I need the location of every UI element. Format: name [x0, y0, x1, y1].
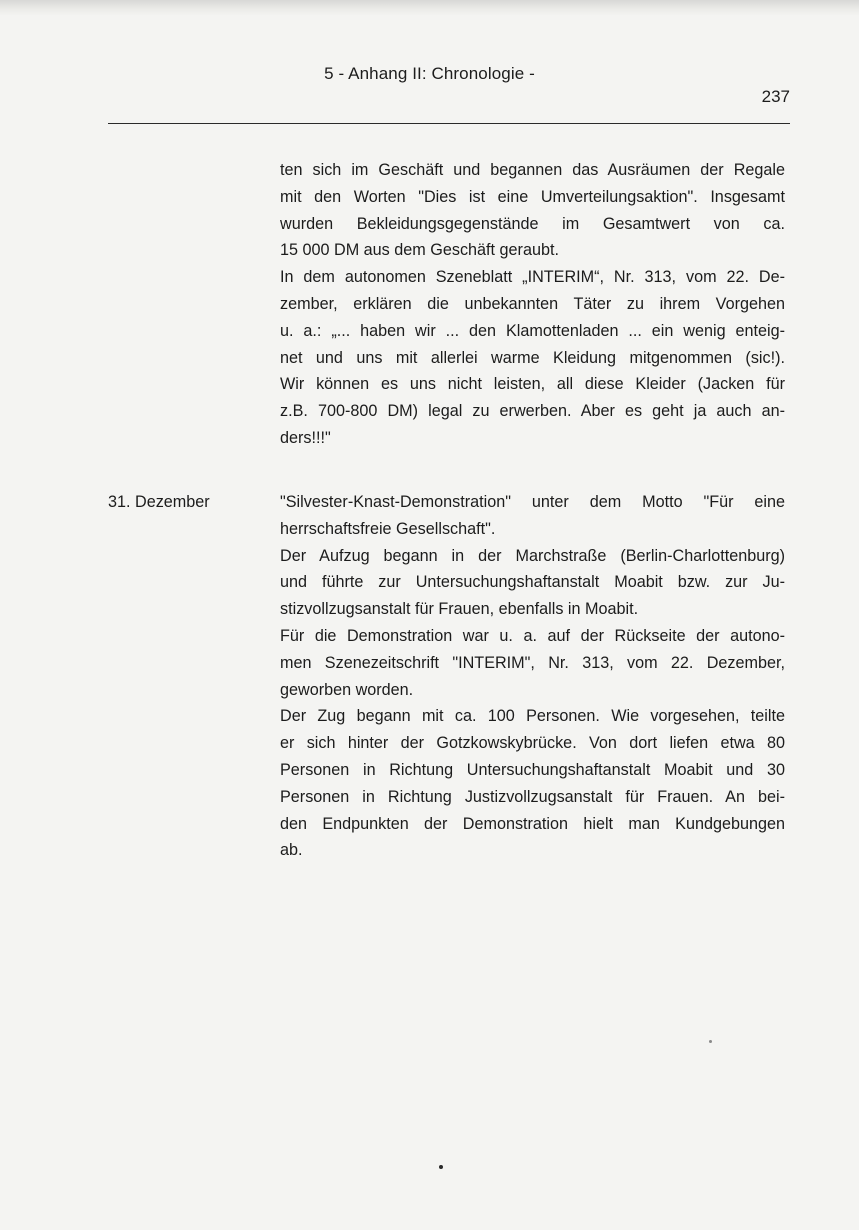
paragraph: [280, 703, 785, 864]
text-line: mit den Worten "Dies ist eine Umverteilungsaktion". Insgesamt: [280, 187, 785, 206]
text-line: Wir können es uns nicht leisten, all diese Kleider (Jacken für: [280, 375, 785, 394]
text-line: net und uns mit allerlei warme Kleidung mitgenommen (sic!).: [280, 348, 785, 367]
paragraph: [280, 543, 785, 623]
text-line: ders!!!": [280, 428, 331, 447]
running-header: 5 - Anhang II: Chronologie -: [324, 64, 535, 83]
text-line: zember, erklären die unbekannten Täter zu ihrem Vorgehen: [280, 294, 785, 313]
text-line: herrschaftsfreie Gesellschaft".: [280, 519, 496, 538]
text-line: ten sich im Geschäft und begannen das Ausräumen der Regale: [280, 161, 785, 179]
text-line: ab.: [280, 841, 303, 860]
paragraph: [280, 489, 785, 543]
paragraph: [280, 623, 785, 703]
text-line: u. a.: „... haben wir ... den Klamottenladen ... ein wenig enteig-: [280, 321, 785, 340]
scan-speck: [439, 1165, 443, 1169]
text-line: wurden Bekleidungsgegenstände im Gesamtwert von ca.: [280, 214, 785, 233]
paragraph: [280, 157, 785, 264]
header-rule: [108, 123, 790, 124]
text-line: stizvollzugsanstalt für Frauen, ebenfalls in Moabit.: [280, 600, 639, 619]
text-line: Personen in Richtung Justizvollzugsanstalt für Frauen. An bei-: [280, 787, 785, 806]
text-line: den Endpunkten der Demonstration hielt man Kundgebungen: [280, 814, 785, 833]
text-line: Personen in Richtung Untersuchungshaftanstalt Moabit und 30: [280, 760, 785, 779]
entry-date: 31. Dezember: [108, 493, 210, 511]
text-line: Der Aufzug begann in der Marchstraße (Berlin-Charlottenburg): [280, 546, 785, 565]
text-line: Für die Demonstration war u. a. auf der Rückseite der autono-: [280, 626, 785, 645]
scan-edge-shadow: [0, 0, 859, 16]
paragraph: [280, 264, 785, 452]
page-number: 237: [761, 87, 790, 106]
text-line: geworben worden.: [280, 680, 414, 699]
scan-speck: [709, 1040, 712, 1043]
entry-body: [280, 489, 785, 864]
text-line: z.B. 700-800 DM) legal zu erwerben. Aber es geht ja auch an-: [280, 402, 785, 421]
text-line: In dem autonomen Szeneblatt „INTERIM“, Nr. 313, vom 22. De-: [280, 268, 785, 287]
text-line: und führte zur Untersuchungshaftanstalt Moabit bzw. zur Ju-: [280, 573, 785, 592]
text-line: men Szenezeitschrift "INTERIM", Nr. 313, vom 22. Dezember,: [280, 653, 785, 672]
entry-continuation: [280, 157, 785, 452]
text-line: er sich hinter der Gotzkowskybrücke. Von dort liefen etwa 80: [280, 734, 785, 753]
text-line: "Silvester-Knast-Demonstration" unter dem Motto "Für eine: [280, 493, 785, 511]
text-line: Der Zug begann mit ca. 100 Personen. Wie vorgesehen, teilte: [280, 707, 785, 726]
text-line: 15 000 DM aus dem Geschäft geraubt.: [280, 241, 559, 260]
